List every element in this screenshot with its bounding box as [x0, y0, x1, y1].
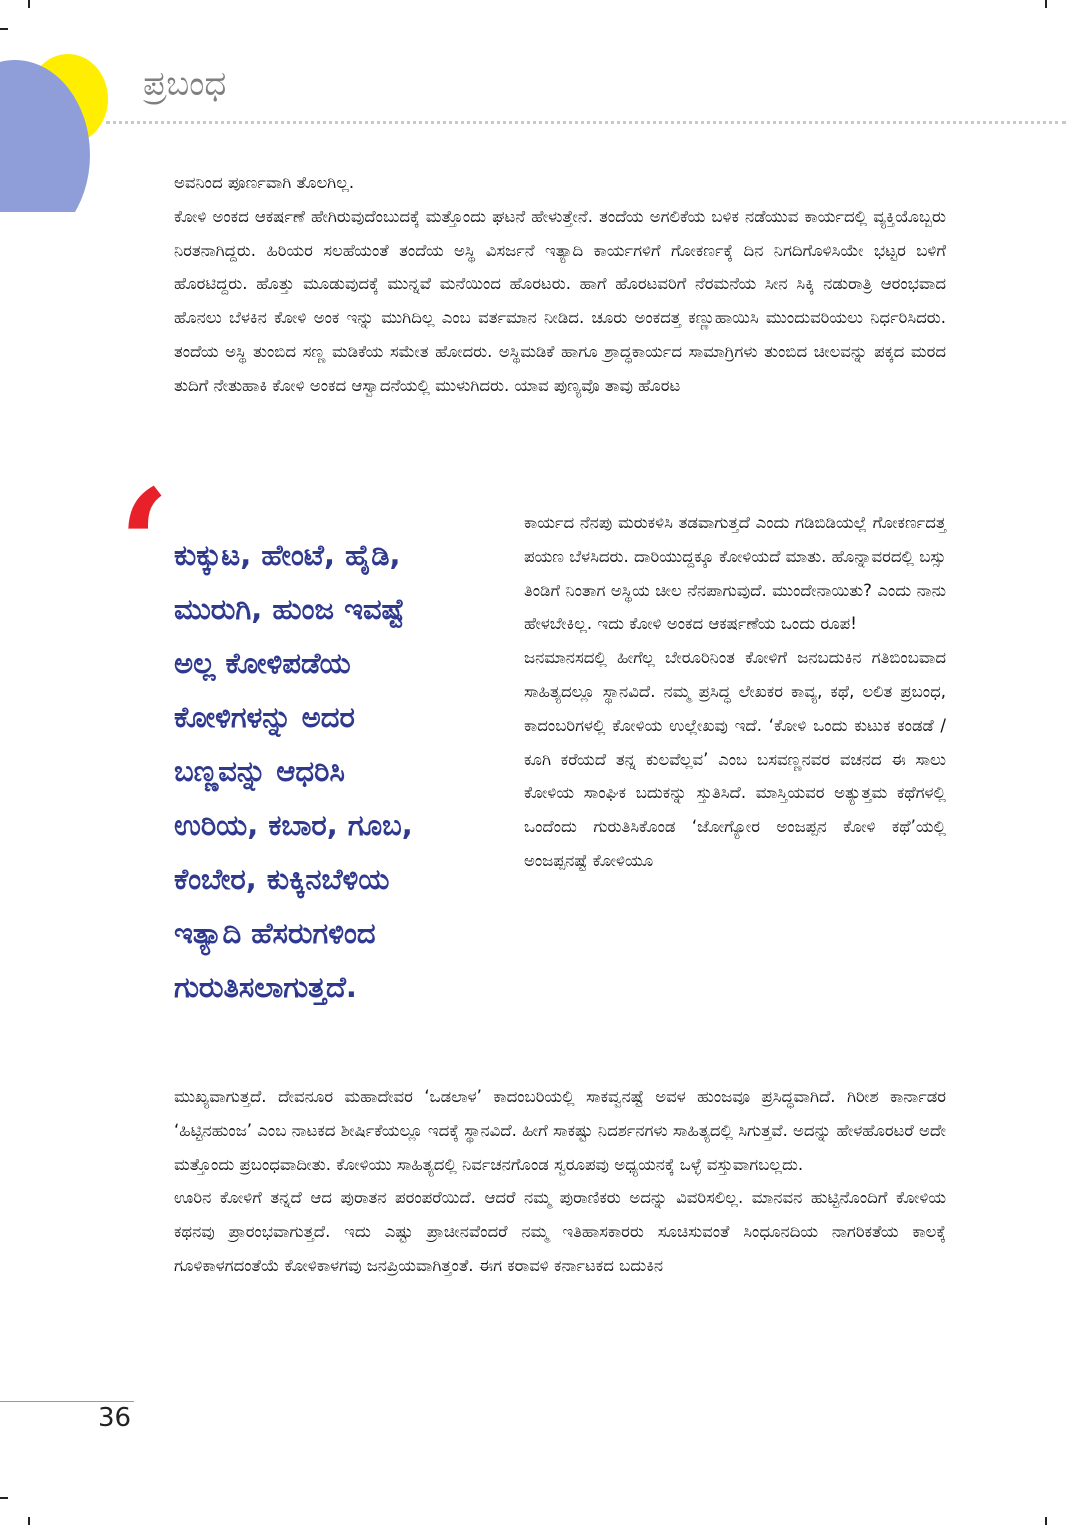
crop-mark-bottom-left	[28, 1517, 30, 1525]
crop-mark-top-left	[28, 0, 30, 8]
article-paragraph-column: ಕಾರ್ಯದ ನೆನಪು ಮರುಕಳಿಸಿ ತಡವಾಗುತ್ತದೆ ಎಂದು ಗಡಿಬಿಡಿಯಲ್ಲೆ ಗೋಕರ್ಣದತ್ತ ಪಯಣ ಬೆಳಸಿದರು. ದಾರಿಯುದ್ದಕ್ಕೂ ಕೋಳಿಯದೆ ಮಾತು. ಹೊನ್ನಾವರದಲ್ಲಿ ಬಸ್ಸು ತಿಂಡಿಗೆ ನಿಂತಾಗ ಅಸ್ಥಿಯ ಚೀಲ ನೆನಪಾಗುವುದೆ. ಮುಂದೇನಾಯಿತು? ಎಂದು ನಾನು ಹೇಳಬೇಕಿಲ್ಲ. ಇದು ಕೋಳಿ ಅಂಕದ ಆಕರ್ಷಣೆಯ ಒಂದು ರೂಪ! ಜನಮಾನಸದಲ್ಲಿ ಹೀಗೆಲ್ಲ ಬೇರೂರಿನಿಂತ ಕೋಳಿಗೆ ಜನಬದುಕಿನ ಗತಿಬಿಂಬವಾದ ಸಾಹಿತ್ಯದಲ್ಲೂ ಸ್ಥಾನವಿದೆ. ನಮ್ಮ ಪ್ರಸಿದ್ಧ ಲೇಖಕರ ಕಾವ್ಯ, ಕಥೆ, ಲಲಿತ ಪ್ರಬಂಧ, ಕಾದಂಬರಿಗಳಲ್ಲಿ ಕೋಳಿಯ ಉಲ್ಲೇಖವು ಇದೆ. ‘ಕೋಳಿ ಒಂದು ಕುಟುಕ ಕಂಡಡೆ / ಕೂಗಿ ಕರೆಯದೆ ತನ್ನ ಕುಲವೆಲ್ಲವ’ ಎಂಬ ಬಸವಣ್ಣನವರ ವಚನದ ಈ ಸಾಲು ಕೋಳಿಯ ಸಾಂಘಿಕ ಬದುಕನ್ನು ಸ್ತುತಿಸಿದೆ. ಮಾಸ್ತಿಯವರ ಅತ್ಯುತ್ತಮ ಕಥೆಗಳಲ್ಲಿ ಒಂದೆಂದು ಗುರುತಿಸಿಕೊಂಡ ‘ಜೋಗ್ಯೋರ ಅಂಜಪ್ಪನ ಕೋಳಿ ಕಥೆ’ಯಲ್ಲಿ ಅಂಜಪ್ಪನಷ್ಟೆ ಕೋಳಿಯೂ	[524, 513, 946, 870]
footer-rule	[0, 1401, 134, 1402]
pull-quote-mark: ‘	[118, 457, 171, 633]
article-paragraph-bottom: ಮುಖ್ಯವಾಗುತ್ತದೆ. ದೇವನೂರ ಮಹಾದೇವರ ‘ಒಡಲಾಳ’ ಕಾದಂಬರಿಯಲ್ಲಿ ಸಾಕವ್ವನಷ್ಟೆ ಅವಳ ಹುಂಜವೂ ಪ್ರಸಿದ್ಧವಾಗಿದೆ. ಗಿರೀಶ ಕಾರ್ನಾಡರ ‘ಹಿಟ್ಟಿನಹುಂಜ’ ಎಂಬ ನಾಟಕದ ಶೀರ್ಷಿಕೆಯಲ್ಲೂ ಇದಕ್ಕೆ ಸ್ಥಾನವಿದೆ. ಹೀಗೆ ಸಾಕಷ್ಟು ನಿದರ್ಶನಗಳು ಸಾಹಿತ್ಯದಲ್ಲಿ ಸಿಗುತ್ತವೆ. ಅದನ್ನು ಹೇಳಹೊರಟರೆ ಅದೇ ಮತ್ತೊಂದು ಪ್ರಬಂಧವಾದೀತು. ಕೋಳಿಯು ಸಾಹಿತ್ಯದಲ್ಲಿ ನಿರ್ವಚನಗೊಂಡ ಸ್ವರೂಪವು ಅಧ್ಯಯನಕ್ಕೆ ಒಳ್ಳೆ ವಸ್ತುವಾಗಬಲ್ಲದು. ಊರಿನ ಕೋಳಿಗೆ ತನ್ನದೆ ಆದ ಪುರಾತನ ಪರಂಪರೆಯಿದೆ. ಆದರೆ ನಮ್ಮ ಪುರಾಣಿಕರು ಅದನ್ನು ವಿವರಿಸಲಿಲ್ಲ. ಮಾನವನ ಹುಟ್ಟಿನೊಂದಿಗೆ ಕೋಳಿಯ ಕಥನವು ಪ್ರಾರಂಭವಾಗುತ್ತದೆ. ಇದು ಎಷ್ಟು ಪ್ರಾಚೀನವೆಂದರೆ ನಮ್ಮ ಇತಿಹಾಸಕಾರರು ಸೂಚಿಸುವಂತೆ ಸಿಂಧೂನದಿಯ ನಾಗರಿಕತೆಯ ಕಾಲಕ್ಕೆ ಗೂಳಿಕಾಳಗದಂತೆಯೆ ಕೋಳಿಕಾಳಗವು ಜನಪ್ರಿಯವಾಗಿತ್ತಂತೆ. ಈಗ ಕರಾವಳಿ ಕರ್ನಾಟಕದ ಬದುಕಿನ	[174, 1087, 946, 1275]
header-dotted-rule	[106, 121, 1066, 124]
crop-mark-left-lower	[0, 1497, 8, 1499]
section-title: ಪ್ರಬಂಧ	[143, 64, 227, 104]
article-paragraph-top: ಅವನಿಂದ ಪೂರ್ಣವಾಗಿ ತೊಲಗಿಲ್ಲ. ಕೋಳಿ ಅಂಕದ ಆಕರ್ಷಣೆ ಹೇಗಿರುವುದೆಂಬುದಕ್ಕೆ ಮತ್ತೊಂದು ಘಟನೆ ಹೇಳುತ್ತೇನೆ. ತಂದೆಯ ಅಗಲಿಕೆಯ ಬಳಿಕ ನಡೆಯುವ ಕಾರ್ಯದಲ್ಲಿ ವ್ಯಕ್ತಿಯೊಬ್ಬರು ನಿರತನಾಗಿದ್ದರು. ಹಿರಿಯರ ಸಲಹೆಯಂತೆ ತಂದೆಯ ಅಸ್ಥಿ ವಿಸರ್ಜನೆ ಇತ್ಯಾದಿ ಕಾರ್ಯಗಳಿಗೆ ಗೋಕರ್ಣಕ್ಕೆ ದಿನ ನಿಗದಿಗೊಳಿಸಿಯೇ ಭಟ್ಟರ ಬಳಿಗೆ ಹೊರಟಿದ್ದರು. ಹೊತ್ತು ಮೂಡುವುದಕ್ಕೆ ಮುನ್ನವೆ ಮನೆಯಿಂದ ಹೊರಟರು. ಹಾಗೆ ಹೊರಟವರಿಗೆ ನೆರಮನೆಯ ಸೀನ ಸಿಕ್ಕಿ ನಡುರಾತ್ರಿ ಆರಂಭವಾದ ಹೊನಲು ಬೆಳಕಿನ ಕೋಳಿ ಅಂಕ ಇನ್ನು ಮುಗಿದಿಲ್ಲ ಎಂಬ ವರ್ತಮಾನ ನೀಡಿದ. ಚೂರು ಅಂಕದತ್ತ ಕಣ್ಣುಹಾಯಿಸಿ ಮುಂದುವರಿಯಲು ನಿರ್ಧರಿಸಿದರು. ತಂದೆಯ ಅಸ್ಥಿ ತುಂಬಿದ ಸಣ್ಣ ಮಡಿಕೆಯ ಸಮೇತ ಹೋದರು. ಅಸ್ಥಿಮಡಿಕೆ ಹಾಗೂ ಶ್ರಾದ್ಧಕಾರ್ಯದ ಸಾಮಾಗ್ರಿಗಳು ತುಂಬಿದ ಚೀಲವನ್ನು ಪಕ್ಕದ ಮರದ ತುದಿಗೆ ನೇತುಹಾಕಿ ಕೋಳಿ ಅಂಕದ ಆಸ್ವಾದನೆಯಲ್ಲಿ ಮುಳುಗಿದರು. ಯಾವ ಪುಣ್ಯವೊ ತಾವು ಹೊರಟ	[174, 173, 946, 395]
crop-mark-left-upper	[0, 28, 8, 30]
page-number: 36	[98, 1403, 132, 1433]
crop-mark-top-right	[1045, 0, 1047, 8]
header-decoration	[0, 52, 120, 212]
pull-quote: ಕುಕ್ಕುಟ, ಹೇಂಟೆ, ಹೈಡಿ, ಮುರುಗಿ, ಹುಂಜ ಇವಷ್ಟೆ ಅಲ್ಲ ಕೋಳಿಪಡೆಯ ಕೋಳಿಗಳನ್ನು ಅದರ ಬಣ್ಣವನ್ನು ಆಧರಿಸಿ ಉರಿಯ, ಕಬಾರ, ಗೂಬ, ಕೆಂಬೇರ, ಕುಕ್ಕಿನಬೆಳಿಯ ಇತ್ಯಾದಿ ಹೆಸರುಗಳಿಂದ ಗುರುತಿಸಲಾಗುತ್ತದೆ.	[174, 538, 413, 1004]
crop-mark-bottom-right	[1045, 1517, 1047, 1525]
